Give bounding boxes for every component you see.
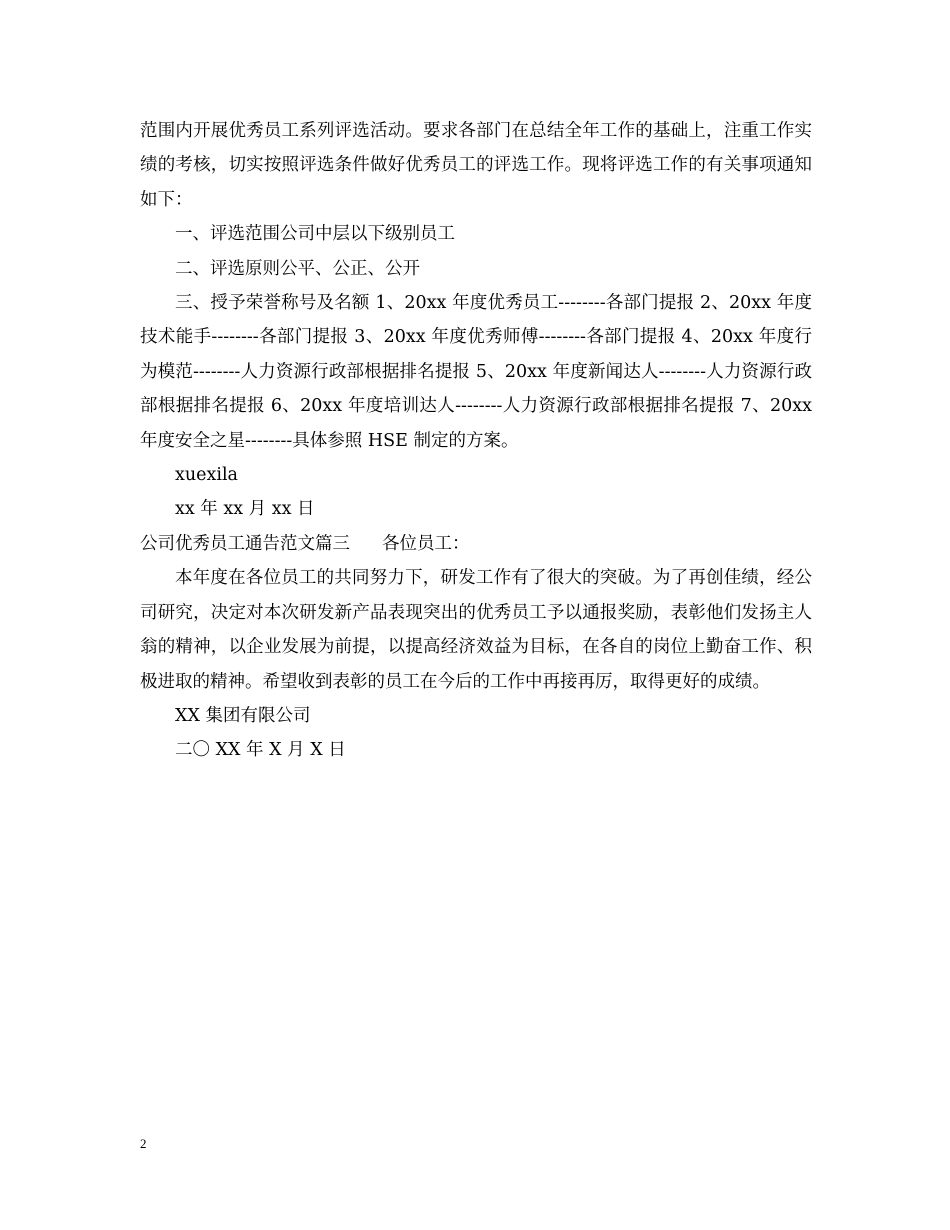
item-scope: 一、评选范围公司中层以下级别员工 (175, 224, 455, 245)
item-honors: 三、授予荣誉称号及名额 1、20xx 年度优秀员工--------各部门提报 2、20xx 年度技术能手--------各部门提报 3、20xx 年度优秀师傅--------各部门提报 4、20xx 年度行为模范--------人力资源行政部根据排名提报 5、20xx 年度新闻达人--------人力资源行政部根据排名提报 6、20xx 年度培训达人--------人力资源行政部根据排名提报 7、20xx 年度安全之星--------具体参照 HSE 制定的方案。 (140, 293, 812, 451)
section-title: 公司优秀员工通告范文篇三 (140, 533, 350, 554)
page-number: 2 (140, 1136, 147, 1151)
salutation: 各位员工： (382, 533, 470, 554)
item-principle: 二、评选原则公平、公正、公开 (175, 258, 420, 279)
signature-company: XX 集团有限公司 (175, 705, 311, 726)
section-heading-line (140, 527, 812, 561)
signature-date: 二〇 XX 年 X 月 X 日 (175, 740, 346, 761)
commendation-paragraph: 本年度在各位员工的共同努力下，研发工作有了很大的突破。为了再创佳绩，经公司研究，决定对本次研发新产品表现突出的优秀员工予以通报奖励，表彰他们发扬主人翁的精神，以企业发展为前提，以提高经济效益为目标，在各自的岗位上勤奋工作、积极进取的精神。希望收到表彰的员工在今后的工作中再接再厉，取得更好的成绩。 (140, 568, 812, 692)
document-body (140, 114, 812, 768)
notice-date: xx 年 xx 月 xx 日 (175, 499, 315, 520)
intro-paragraph: 范围内开展优秀员工系列评选活动。要求各部门在总结全年工作的基础上，注重工作实绩的考核，切实按照评选条件做好优秀员工的评选工作。现将评选工作的有关事项通知如下： (140, 121, 812, 210)
source-note: xuexila (175, 465, 238, 486)
